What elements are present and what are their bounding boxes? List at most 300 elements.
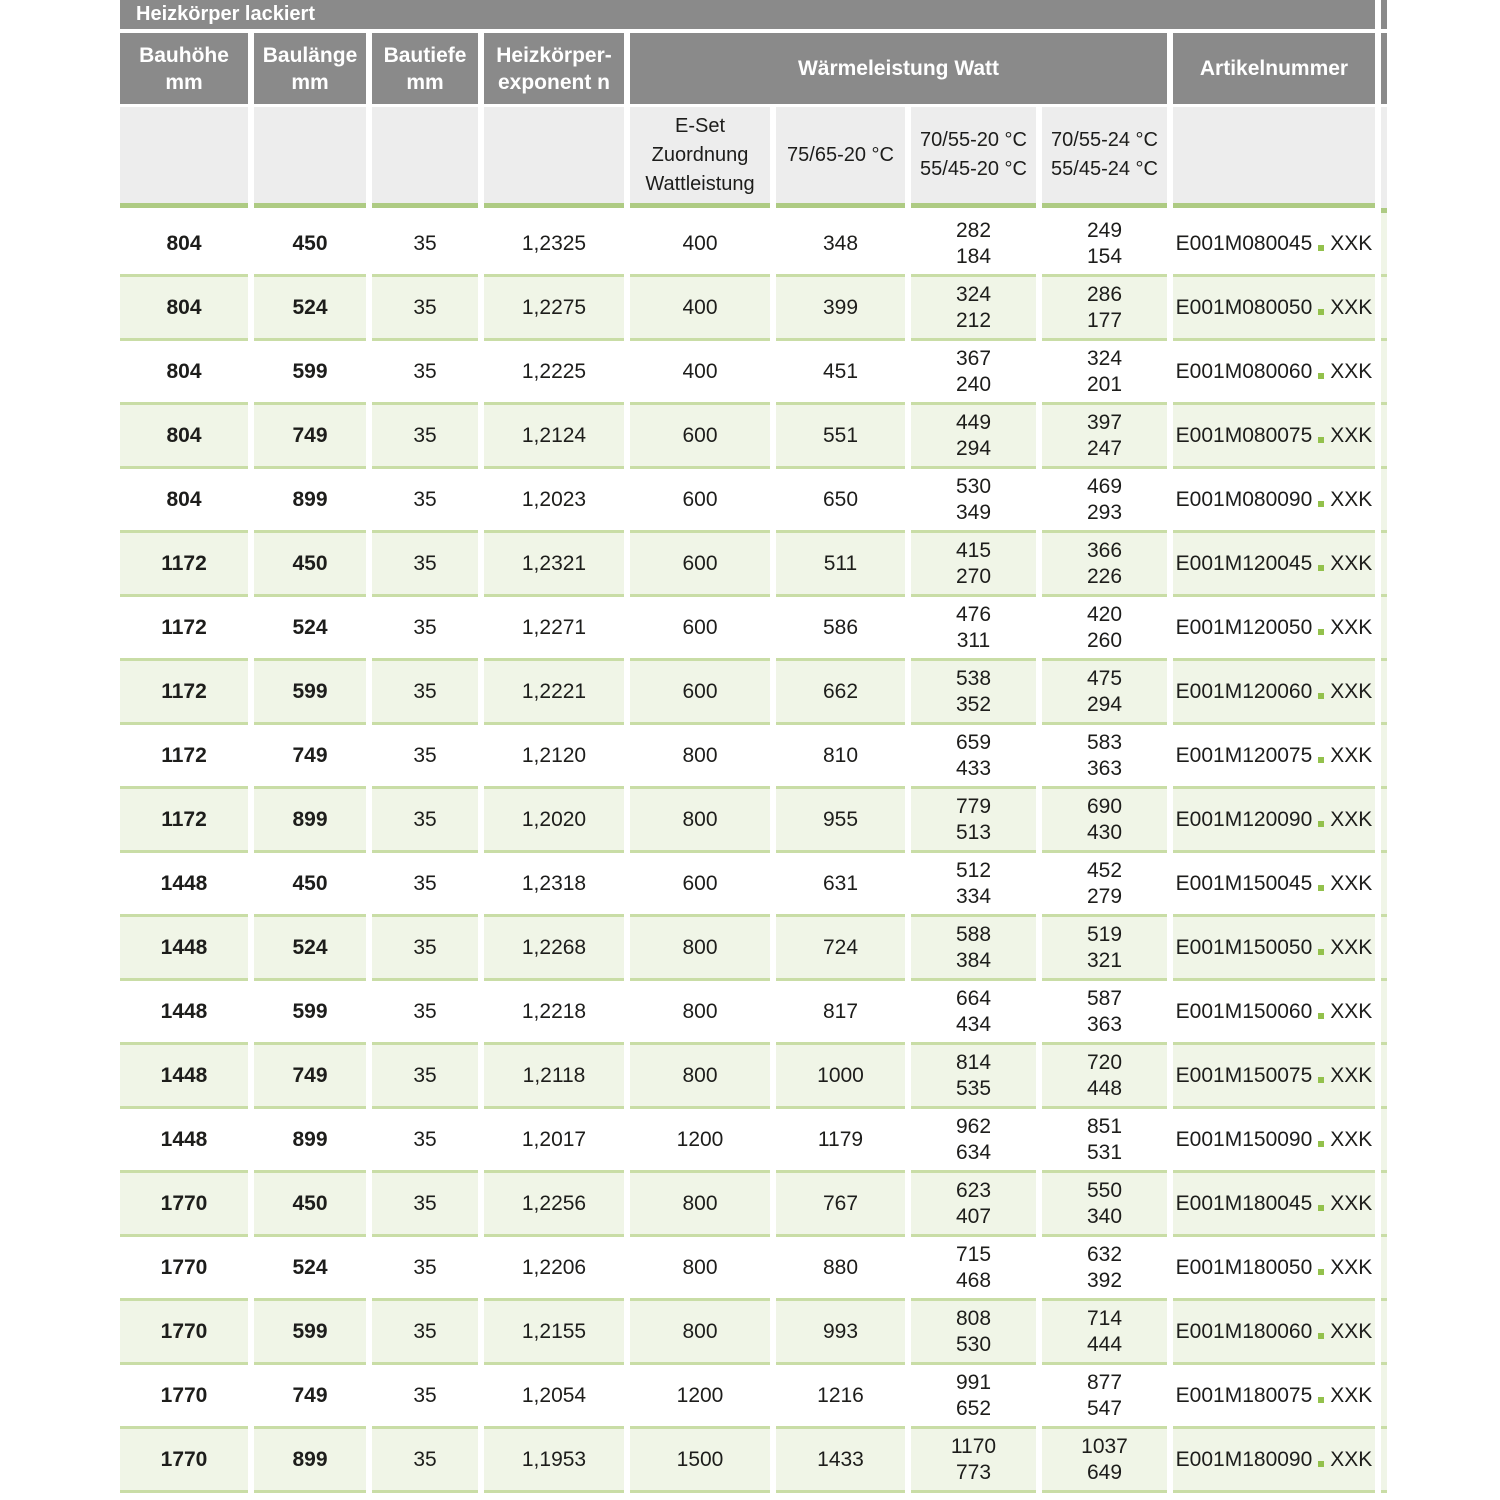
cell-value: 1770 [160,1191,208,1215]
cell-value: 1,2221 [521,679,587,703]
artikel-code: E001M080075 [1175,423,1313,447]
cell-watt-75-65-20 [776,789,905,853]
cell-value: 35 [413,1383,437,1407]
cell-value: 1000 [817,1063,864,1087]
cell-value: 550 [1086,1178,1123,1202]
cell-exponent-n [484,213,624,277]
cell-value: 993 [822,1319,859,1343]
cell-value: 35 [413,423,437,447]
subheader-label: 55/45-24 °C [1051,158,1158,180]
cell-exponent-n [484,1429,624,1493]
cell-bautiefe-mm [372,213,478,277]
cell-value: 899 [292,1127,328,1151]
artikel-suffix: XXK [1330,487,1373,511]
cell-value: 599 [292,679,328,703]
cell-value: 35 [413,1191,437,1215]
cell-watt-70-55-20 [911,341,1036,405]
cell-baulaenge-mm [254,597,366,661]
cell-watt-70-55-20 [911,533,1036,597]
cell-value: 664 [955,986,992,1010]
subheader-eset [630,107,770,208]
cell-exponent-n [484,597,624,661]
table-row [120,1173,1387,1237]
cell-value: 366 [1086,538,1123,562]
artikel-suffix: XXK [1330,743,1373,767]
cell-eset-wattleistung [630,1301,770,1365]
cell-value: 1,2054 [521,1383,587,1407]
artikel-code: E001M150075 [1175,1063,1313,1087]
cell-value: 349 [955,500,992,524]
cell-value: 962 [955,1114,992,1138]
cell-value: 1448 [160,1127,208,1151]
column-header-row [120,33,1387,104]
table-edge-strip [1381,853,1387,917]
cell-watt-70-55-24 [1042,597,1167,661]
cell-exponent-n [484,533,624,597]
cell-watt-70-55-20 [911,853,1036,917]
cell-value: 587 [1086,986,1123,1010]
cell-value: 282 [955,218,992,242]
cell-artikelnummer [1173,1173,1375,1237]
cell-value: 600 [682,871,718,895]
cell-value: 35 [413,1127,437,1151]
cell-value: 450 [292,1191,328,1215]
cell-eset-wattleistung [630,277,770,341]
cell-value: 547 [1086,1396,1123,1420]
cell-value: 35 [413,1447,437,1471]
table-row [120,597,1387,661]
cell-bauhoehe-mm [120,597,248,661]
table-row [120,405,1387,469]
cell-value: 599 [292,999,328,1023]
cell-baulaenge-mm [254,469,366,533]
cell-bauhoehe-mm [120,1365,248,1429]
artikel-code: E001M150050 [1175,935,1313,959]
cell-exponent-n [484,405,624,469]
artikel-suffix: XXK [1330,1255,1373,1279]
cell-baulaenge-mm [254,213,366,277]
cell-value: 1172 [161,743,207,767]
cell-exponent-n [484,1173,624,1237]
cell-value: 1200 [676,1127,724,1151]
cell-value: 1433 [817,1447,864,1471]
cell-watt-70-55-20 [911,1429,1036,1493]
cell-artikelnummer [1173,789,1375,853]
cell-exponent-n [484,1109,624,1173]
cell-watt-70-55-24 [1042,853,1167,917]
cell-value: 449 [955,410,992,434]
cell-artikelnummer [1173,597,1375,661]
cell-value: 662 [822,679,859,703]
cell-exponent-n [484,1365,624,1429]
cell-value: 348 [822,231,859,255]
cell-value: 1037 [1081,1434,1128,1458]
cell-value: 177 [1086,308,1123,332]
artikel-suffix: XXK [1330,871,1373,895]
cell-value: 400 [682,359,718,383]
table-row [120,277,1387,341]
color-dot-icon [1318,245,1324,251]
table-edge-strip [1381,789,1387,853]
cell-artikelnummer [1173,341,1375,405]
cell-bautiefe-mm [372,1045,478,1109]
cell-value: 184 [955,244,992,268]
artikel-code: E001M080050 [1175,295,1313,319]
table-edge-strip [1381,213,1387,277]
cell-bautiefe-mm [372,1365,478,1429]
cell-watt-75-65-20 [776,1237,905,1301]
table-row [120,1045,1387,1109]
table-edge-strip [1381,0,1387,29]
cell-artikelnummer [1173,533,1375,597]
cell-watt-70-55-24 [1042,341,1167,405]
cell-value: 363 [1086,756,1123,780]
cell-value: 407 [955,1204,992,1228]
cell-value: 991 [955,1370,992,1394]
cell-watt-70-55-20 [911,1045,1036,1109]
cell-artikelnummer [1173,981,1375,1045]
cell-value: 530 [955,474,992,498]
cell-watt-75-65-20 [776,1365,905,1429]
cell-value: 415 [955,538,992,562]
cell-value: 392 [1086,1268,1123,1292]
cell-value: 767 [822,1191,859,1215]
table-edge-strip [1381,533,1387,597]
cell-value: 1179 [817,1127,864,1151]
cell-artikelnummer [1173,1045,1375,1109]
cell-value: 400 [682,295,718,319]
cell-value: 1770 [160,1319,208,1343]
cell-value: 340 [1086,1204,1123,1228]
table-row [120,1237,1387,1301]
cell-watt-75-65-20 [776,597,905,661]
cell-exponent-n [484,725,624,789]
cell-artikelnummer [1173,277,1375,341]
cell-eset-wattleistung [630,725,770,789]
cell-eset-wattleistung [630,981,770,1045]
cell-value: 899 [292,487,328,511]
cell-watt-70-55-24 [1042,981,1167,1045]
cell-bautiefe-mm [372,469,478,533]
cell-watt-70-55-20 [911,981,1036,1045]
cell-value: 270 [955,564,992,588]
subheader-label: 70/55-24 °C [1051,129,1158,151]
cell-value: 1,2268 [521,935,587,959]
artikel-code: E001M080090 [1175,487,1313,511]
cell-bautiefe-mm [372,405,478,469]
cell-baulaenge-mm [254,1301,366,1365]
cell-bauhoehe-mm [120,661,248,725]
cell-value: 600 [682,679,718,703]
cell-value: 1216 [817,1383,864,1407]
cell-value: 600 [682,615,718,639]
cell-value: 1,2124 [521,423,587,447]
cell-bautiefe-mm [372,725,478,789]
cell-artikelnummer [1173,853,1375,917]
cell-bautiefe-mm [372,533,478,597]
cell-value: 800 [682,1255,718,1279]
artikel-code: E001M120060 [1175,679,1313,703]
cell-value: 1,2275 [521,295,587,319]
table-edge-strip [1381,1237,1387,1301]
cell-value: 35 [413,743,437,767]
cell-value: 1,2206 [521,1255,587,1279]
cell-value: 714 [1086,1306,1123,1330]
header-label: Bauhöhe [139,43,229,67]
cell-value: 634 [955,1140,992,1164]
subheader-empty [484,107,624,208]
cell-bauhoehe-mm [120,341,248,405]
cell-bautiefe-mm [372,1429,478,1493]
artikel-suffix: XXK [1330,1383,1373,1407]
cell-value: 535 [955,1076,992,1100]
header-exponent [484,33,624,104]
table-row [120,1301,1387,1365]
cell-watt-70-55-20 [911,1365,1036,1429]
cell-value: 1770 [160,1447,208,1471]
cell-value: 35 [413,551,437,575]
cell-value: 814 [955,1050,992,1074]
cell-watt-70-55-24 [1042,917,1167,981]
cell-artikelnummer [1173,1429,1375,1493]
cell-value: 808 [955,1306,992,1330]
cell-watt-70-55-24 [1042,1429,1167,1493]
color-dot-icon [1318,757,1324,763]
artikel-suffix: XXK [1330,1127,1373,1151]
cell-value: 817 [822,999,859,1023]
cell-eset-wattleistung [630,1429,770,1493]
cell-watt-70-55-24 [1042,1301,1167,1365]
cell-value: 294 [1086,692,1123,716]
cell-bauhoehe-mm [120,725,248,789]
cell-value: 1,2020 [521,807,587,831]
cell-value: 450 [292,231,328,255]
cell-value: 226 [1086,564,1123,588]
cell-baulaenge-mm [254,789,366,853]
cell-exponent-n [484,469,624,533]
cell-value: 649 [1086,1460,1123,1484]
cell-watt-70-55-24 [1042,1365,1167,1429]
artikel-code: E001M120050 [1175,615,1313,639]
cell-value: 249 [1086,218,1123,242]
cell-watt-75-65-20 [776,981,905,1045]
cell-value: 399 [822,295,859,319]
cell-value: 1,2218 [521,999,587,1023]
table-row [120,1429,1387,1493]
cell-value: 434 [955,1012,992,1036]
cell-bauhoehe-mm [120,1173,248,1237]
subheader-empty [254,107,366,208]
color-dot-icon [1318,1141,1324,1147]
cell-value: 531 [1086,1140,1123,1164]
cell-artikelnummer [1173,405,1375,469]
color-dot-icon [1318,1077,1324,1083]
cell-watt-70-55-24 [1042,405,1167,469]
cell-watt-70-55-20 [911,1301,1036,1365]
cell-baulaenge-mm [254,1045,366,1109]
cell-bautiefe-mm [372,789,478,853]
cell-artikelnummer [1173,1301,1375,1365]
cell-value: 1,2256 [521,1191,587,1215]
subheader-row [120,107,1387,213]
cell-watt-75-65-20 [776,1109,905,1173]
cell-value: 444 [1086,1332,1123,1356]
artikel-suffix: XXK [1330,1447,1373,1471]
cell-bauhoehe-mm [120,789,248,853]
cell-artikelnummer [1173,213,1375,277]
color-dot-icon [1318,1205,1324,1211]
cell-value: 430 [1086,820,1123,844]
cell-value: 599 [292,359,328,383]
cell-value: 749 [292,1383,328,1407]
cell-value: 35 [413,1319,437,1343]
cell-value: 35 [413,679,437,703]
cell-value: 800 [682,1319,718,1343]
cell-baulaenge-mm [254,725,366,789]
cell-value: 632 [1086,1242,1123,1266]
cell-value: 294 [955,436,992,460]
cell-value: 851 [1086,1114,1123,1138]
artikel-code: E001M180050 [1175,1255,1313,1279]
cell-exponent-n [484,789,624,853]
table-edge-strip [1381,917,1387,981]
color-dot-icon [1318,629,1324,635]
cell-value: 260 [1086,628,1123,652]
subheader-label: E-Set [674,114,726,137]
cell-value: 400 [682,231,718,255]
cell-value: 800 [682,1063,718,1087]
cell-value: 513 [955,820,992,844]
cell-bauhoehe-mm [120,1045,248,1109]
table-edge-strip [1381,1301,1387,1365]
subheader-empty [120,107,248,208]
cell-bauhoehe-mm [120,277,248,341]
cell-value: 1,2118 [522,1063,586,1087]
cell-baulaenge-mm [254,917,366,981]
table-row [120,725,1387,789]
header-label: mm [165,70,203,94]
cell-value: 1448 [160,935,208,959]
cell-baulaenge-mm [254,405,366,469]
cell-artikelnummer [1173,725,1375,789]
cell-bautiefe-mm [372,597,478,661]
cell-value: 749 [292,1063,328,1087]
cell-value: 352 [955,692,992,716]
product-table [120,0,1387,1493]
subheader-75-65-20: 75/65-20 °C [776,107,905,208]
cell-value: 324 [955,282,992,306]
artikel-code: E001M180075 [1175,1383,1313,1407]
cell-value: 476 [955,602,992,626]
table-edge-strip [1381,597,1387,661]
header-label: mm [291,70,329,94]
cell-watt-70-55-24 [1042,725,1167,789]
cell-value: 599 [292,1319,328,1343]
cell-value: 524 [292,1255,328,1279]
table-row [120,789,1387,853]
cell-bautiefe-mm [372,661,478,725]
cell-baulaenge-mm [254,1429,366,1493]
cell-eset-wattleistung [630,1237,770,1301]
cell-value: 1172 [161,807,207,831]
artikel-suffix: XXK [1330,295,1373,319]
cell-value: 240 [955,372,992,396]
artikel-suffix: XXK [1330,1063,1373,1087]
cell-watt-75-65-20 [776,277,905,341]
cell-eset-wattleistung [630,469,770,533]
cell-value: 724 [822,935,859,959]
cell-exponent-n [484,981,624,1045]
cell-eset-wattleistung [630,661,770,725]
cell-value: 877 [1086,1370,1123,1394]
cell-value: 1172 [161,615,207,639]
table-row [120,533,1387,597]
cell-watt-70-55-20 [911,1109,1036,1173]
cell-baulaenge-mm [254,533,366,597]
cell-watt-70-55-20 [911,597,1036,661]
cell-value: 715 [955,1242,992,1266]
cell-value: 1,2155 [521,1319,587,1343]
color-dot-icon [1318,501,1324,507]
cell-value: 524 [292,295,328,319]
cell-artikelnummer [1173,1365,1375,1429]
cell-exponent-n [484,277,624,341]
cell-value: 334 [955,884,992,908]
cell-value: 384 [955,948,992,972]
cell-value: 749 [292,743,328,767]
color-dot-icon [1318,693,1324,699]
color-dot-icon [1318,821,1324,827]
header-waermeleistung: Wärmeleistung Watt [630,33,1167,104]
cell-value: 773 [955,1460,992,1484]
color-dot-icon [1318,309,1324,315]
cell-baulaenge-mm [254,1237,366,1301]
cell-value: 1172 [161,679,207,703]
cell-watt-75-65-20 [776,469,905,533]
artikel-code: E001M150090 [1175,1127,1313,1151]
cell-value: 35 [413,1255,437,1279]
cell-watt-70-55-24 [1042,533,1167,597]
color-dot-icon [1318,885,1324,891]
subheader-70-55-20 [911,107,1036,208]
cell-value: 324 [1086,346,1123,370]
cell-watt-70-55-24 [1042,277,1167,341]
cell-eset-wattleistung [630,789,770,853]
cell-value: 1770 [160,1255,208,1279]
table-row [120,981,1387,1045]
cell-value: 448 [1086,1076,1123,1100]
title-row [120,0,1387,29]
cell-bauhoehe-mm [120,405,248,469]
cell-bauhoehe-mm [120,1237,248,1301]
cell-value: 720 [1086,1050,1123,1074]
cell-value: 450 [292,871,328,895]
color-dot-icon [1318,565,1324,571]
table-row [120,917,1387,981]
cell-value: 35 [413,807,437,831]
cell-value: 420 [1086,602,1123,626]
cell-watt-70-55-24 [1042,1237,1167,1301]
cell-value: 468 [955,1268,992,1292]
cell-value: 1770 [160,1383,208,1407]
cell-value: 551 [822,423,859,447]
subheader-empty [372,107,478,208]
artikel-suffix: XXK [1330,231,1373,255]
cell-value: 321 [1086,948,1123,972]
artikel-suffix: XXK [1330,807,1373,831]
cell-value: 1,2225 [521,359,587,383]
cell-eset-wattleistung [630,917,770,981]
